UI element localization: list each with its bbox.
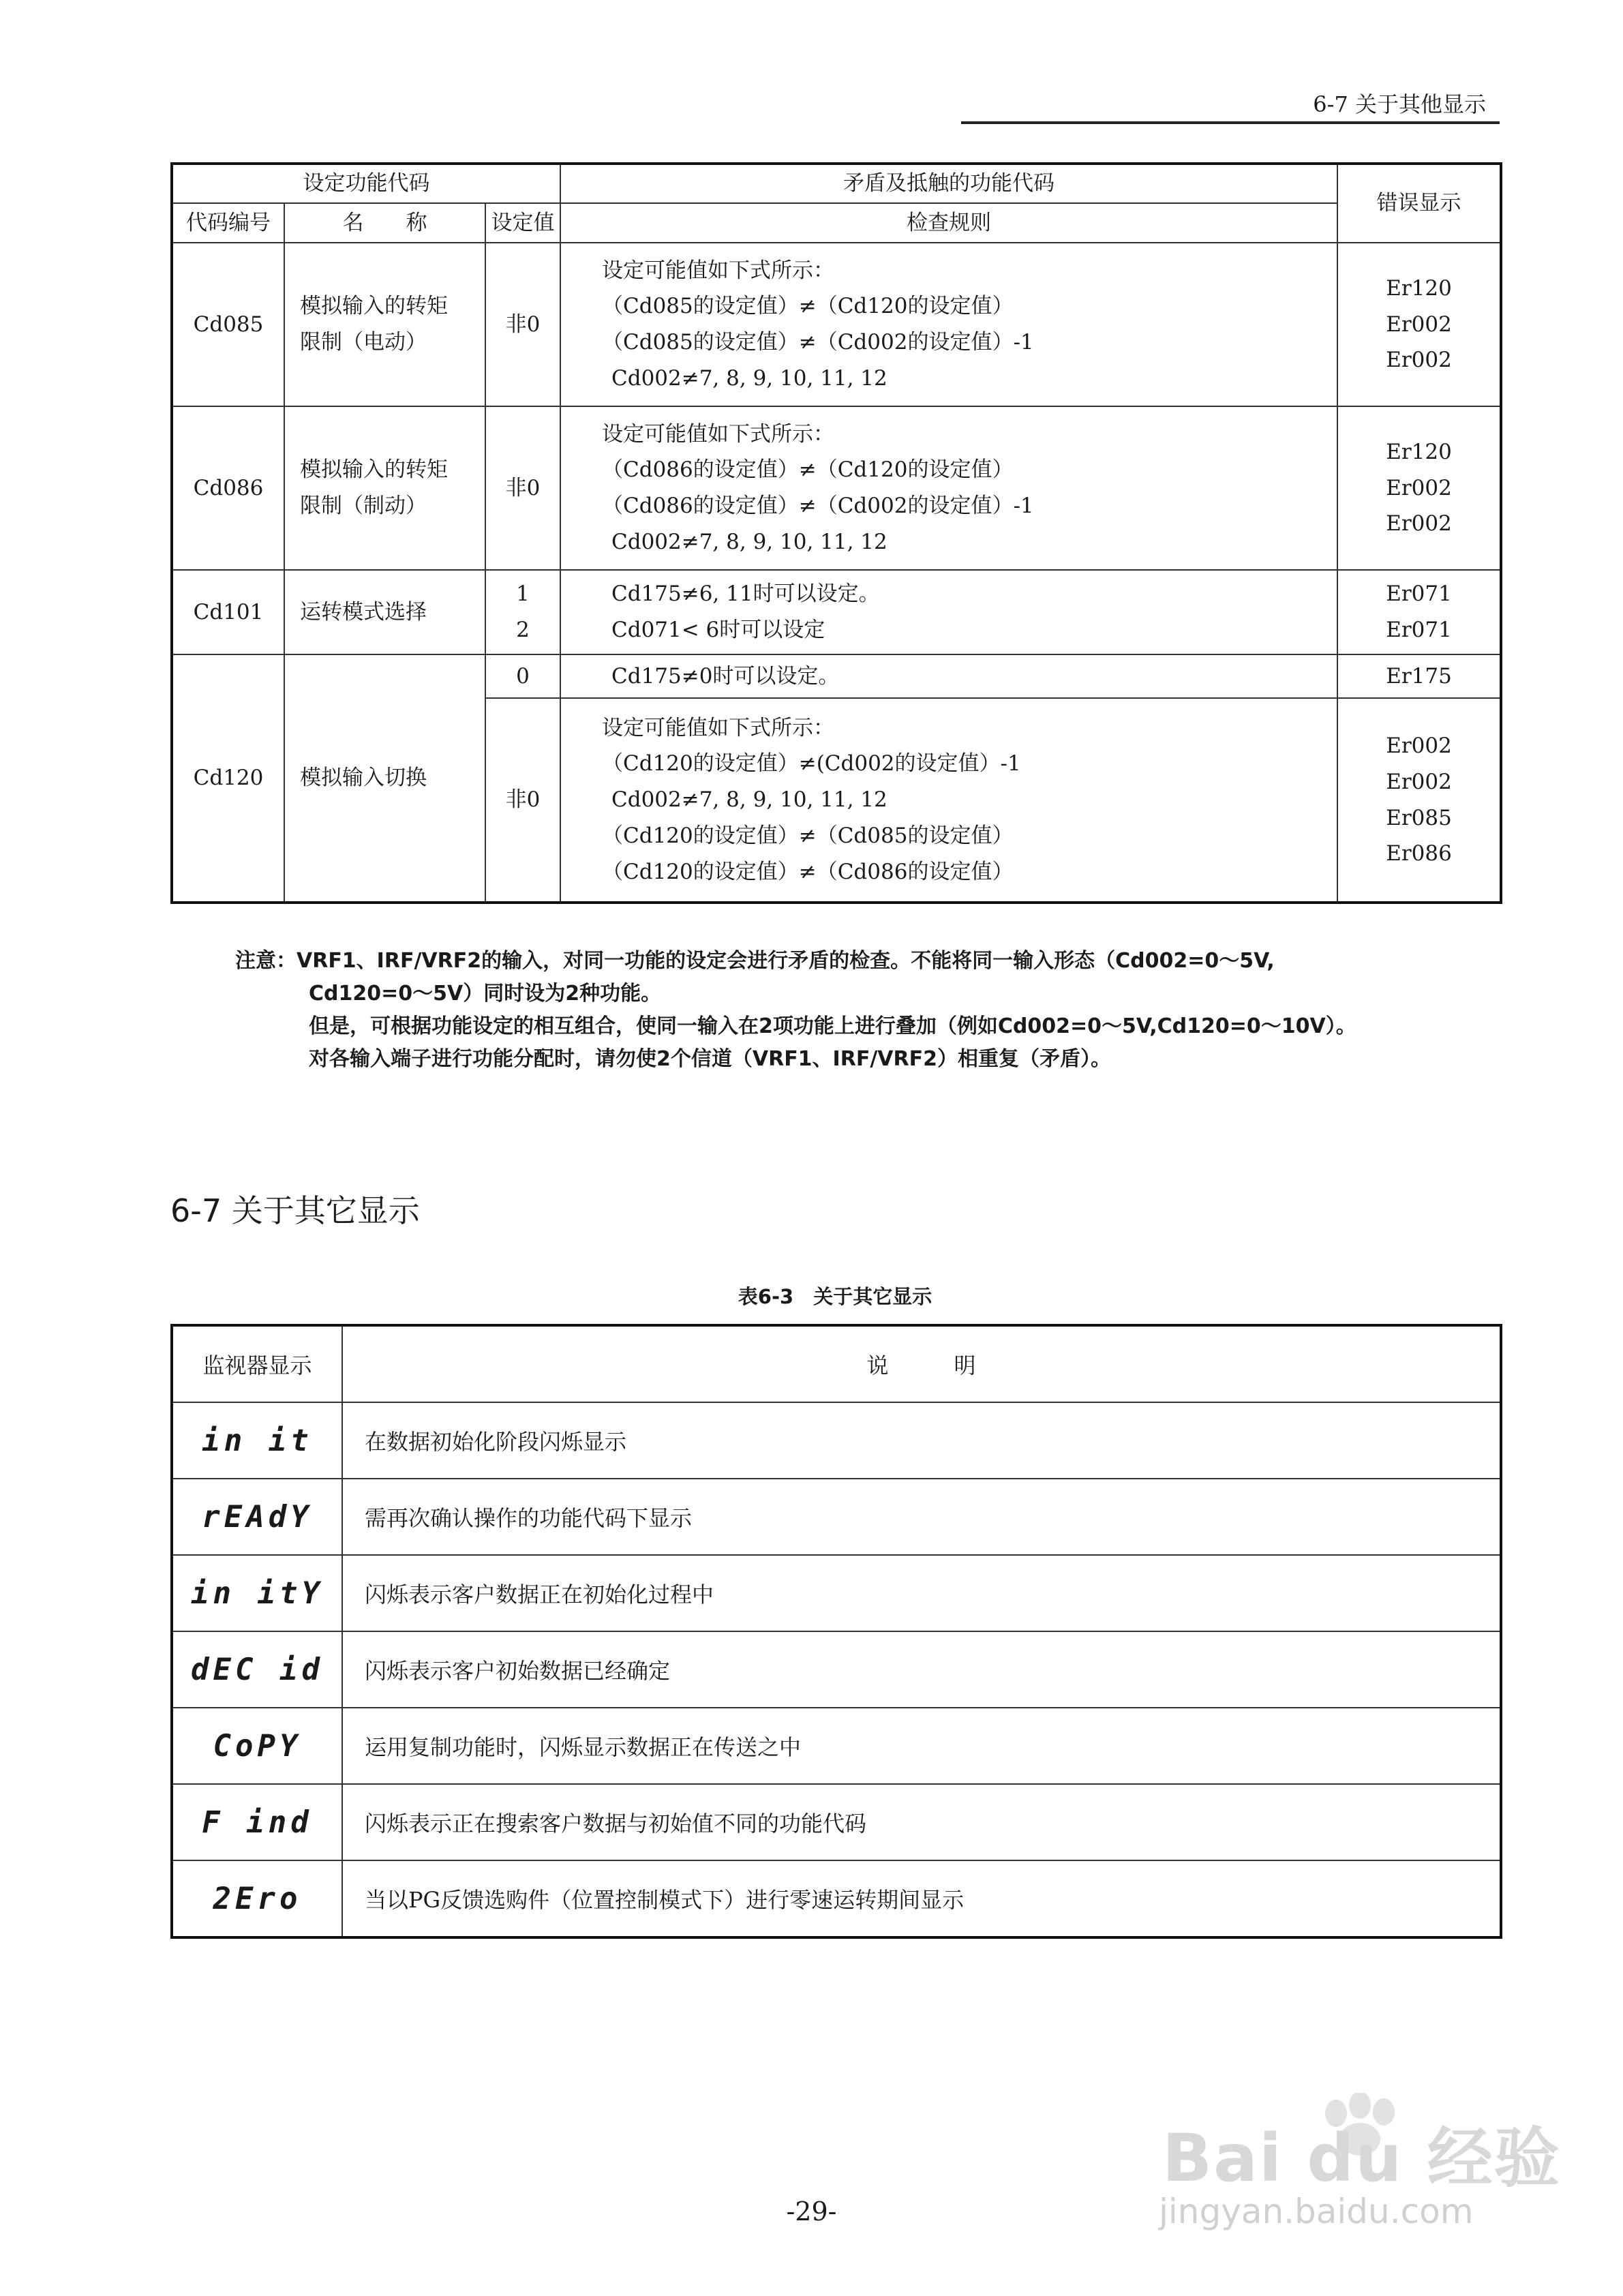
- rule-line: （Cd120的设定值）≠(Cd002的设定值）-1: [602, 751, 1021, 776]
- header-name: 名 称: [284, 203, 485, 243]
- note-text: VRF1、IRF/VRF2的输入，对同一功能的设定会进行矛盾的检查。不能将同一输入形态（Cd002=0～5V,: [297, 949, 1275, 973]
- name-cell: [284, 243, 485, 406]
- rule-line: 设定可能值如下式所示：: [602, 715, 834, 740]
- code-cell: Cd120: [172, 654, 284, 903]
- rule-cell: [560, 243, 1337, 406]
- header-check-rule: 检查规则: [560, 203, 1337, 243]
- value-cell: 0: [485, 654, 560, 698]
- description-cell: 闪烁表示客户数据正在初始化过程中: [342, 1555, 1501, 1631]
- rule-line: 设定可能值如下式所示：: [602, 258, 834, 283]
- error-cell: [1337, 406, 1501, 570]
- header-code-number: 代码编号: [172, 203, 284, 243]
- table-row: [172, 1784, 1501, 1860]
- table-row: [172, 1631, 1501, 1708]
- value-cell: 非0: [485, 406, 560, 570]
- error-code: Er002: [1386, 769, 1452, 794]
- table-row: [172, 1860, 1501, 1937]
- value-cell: [485, 570, 560, 654]
- error-code: Er120: [1386, 439, 1452, 464]
- code-cell: Cd101: [172, 570, 284, 654]
- rule-line: Cd002≠7, 8, 9, 10, 11, 12: [611, 365, 888, 391]
- rule-cell: [560, 698, 1337, 903]
- description-cell: 需再次确认操作的功能代码下显示: [342, 1479, 1501, 1555]
- error-cell: [1337, 243, 1501, 406]
- segment-display: in it: [172, 1402, 342, 1479]
- header-conflict-group: 矛盾及抵触的功能代码: [560, 164, 1337, 203]
- note-block: [235, 945, 1503, 1076]
- segment-display: 2Ero: [172, 1860, 342, 1937]
- note-line: Cd120=0～5V）同时设为2种功能。: [309, 982, 662, 1006]
- table-row-cd085: [172, 243, 1501, 406]
- segment-display: CoPY: [172, 1708, 342, 1784]
- rule-cell: [560, 406, 1337, 570]
- table-row-cd086: [172, 406, 1501, 570]
- table-row: [172, 1555, 1501, 1631]
- description-cell: 运用复制功能时，闪烁显示数据正在传送之中: [342, 1708, 1501, 1784]
- other-display-table: [170, 1324, 1502, 1939]
- header-description: 说 明: [342, 1325, 1501, 1402]
- error-cell: [1337, 570, 1501, 654]
- rule-cell: [560, 570, 1337, 654]
- rule-line: 设定可能值如下式所示：: [602, 421, 834, 447]
- header-monitor-display: 监视器显示: [172, 1325, 342, 1402]
- error-code: Er002: [1386, 511, 1452, 537]
- table-row-cd120-a: [172, 654, 1501, 698]
- error-code: Er002: [1386, 475, 1452, 500]
- note-line: 对各输入端子进行功能分配时，请勿使2个信道（VRF1、IRF/VRF2）相重复（矛盾）。: [309, 1047, 1111, 1071]
- value-line: 1: [516, 581, 530, 607]
- header-error-display: 错误显示: [1337, 164, 1501, 243]
- value-line: 2: [516, 618, 530, 642]
- segment-display: F ind: [172, 1784, 342, 1860]
- watermark-brand: Bai du 经验: [1162, 2120, 1561, 2196]
- note-line: 但是，可根据功能设定的相互组合，使同一输入在2项功能上进行叠加（例如Cd002=0～5V,Cd120=0～10V）。: [309, 1014, 1356, 1038]
- segment-display: dEC id: [172, 1631, 342, 1708]
- name-cell: [284, 406, 485, 570]
- description-cell: 在数据初始化阶段闪烁显示: [342, 1402, 1501, 1479]
- error-code: Er085: [1386, 805, 1452, 830]
- header-set-value: 设定值: [485, 203, 560, 243]
- description-cell: 闪烁表示正在搜索客户数据与初始值不同的功能代码: [342, 1784, 1501, 1860]
- watermark-url: jingyan.baidu.com: [1159, 2192, 1474, 2231]
- rule-cell: Cd175≠0时可以设定。: [560, 654, 1337, 698]
- description-cell: 闪烁表示客户初始数据已经确定: [342, 1631, 1501, 1708]
- header-rule: [961, 121, 1500, 124]
- name-cell: 模拟输入切换: [284, 654, 485, 903]
- rule-line: （Cd085的设定值）≠（Cd120的设定值）: [602, 294, 1014, 319]
- name-line: 模拟输入的转矩: [300, 457, 448, 483]
- rule-line: （Cd086的设定值）≠（Cd002的设定值）-1: [602, 494, 1034, 518]
- rule-line: Cd002≠7, 8, 9, 10, 11, 12: [611, 787, 888, 813]
- rule-line: （Cd085的设定值）≠（Cd002的设定值）-1: [602, 330, 1034, 354]
- error-code: Er086: [1386, 841, 1452, 866]
- error-code: Er002: [1386, 312, 1452, 337]
- table-row: [172, 1708, 1501, 1784]
- table-row: [172, 1479, 1501, 1555]
- rule-line: Cd175≠6, 11时可以设定。: [611, 581, 880, 607]
- error-code: Er002: [1386, 734, 1452, 759]
- value-cell: 非0: [485, 243, 560, 406]
- error-cell: [1337, 698, 1501, 903]
- note-line: [235, 945, 1503, 978]
- segment-display: rEAdY: [172, 1479, 342, 1555]
- section-title: 6-7 关于其它显示: [170, 1192, 420, 1229]
- rule-line: Cd002≠7, 8, 9, 10, 11, 12: [611, 529, 888, 554]
- segment-display: in itY: [172, 1555, 342, 1631]
- code-cell: Cd086: [172, 406, 284, 570]
- rule-line: （Cd120的设定值）≠（Cd085的设定值）: [602, 823, 1014, 848]
- error-code: Er120: [1386, 275, 1452, 301]
- function-conflict-table: [170, 162, 1502, 904]
- page-number: -29-: [786, 2196, 837, 2226]
- error-code: Er071: [1386, 581, 1452, 607]
- rule-line: （Cd086的设定值）≠（Cd120的设定值）: [602, 457, 1014, 483]
- name-line: 模拟输入的转矩: [300, 294, 448, 319]
- note-label: 注意：: [235, 949, 297, 973]
- rule-line: （Cd120的设定值）≠（Cd086的设定值）: [602, 859, 1014, 884]
- code-cell: Cd085: [172, 243, 284, 406]
- error-cell: Er175: [1337, 654, 1501, 698]
- table-row-cd101: [172, 570, 1501, 654]
- description-cell: 当以PG反馈选购件（位置控制模式下）进行零速运转期间显示: [342, 1860, 1501, 1937]
- table-row: [172, 1402, 1501, 1479]
- error-code: Er071: [1386, 618, 1452, 642]
- header-setting-code-group: 设定功能代码: [172, 164, 560, 203]
- error-code: Er002: [1386, 348, 1452, 373]
- name-cell: 运转模式选择: [284, 570, 485, 654]
- value-cell: 非0: [485, 698, 560, 903]
- name-line: 限制（电动）: [300, 330, 427, 354]
- rule-line: Cd071< 6时可以设定: [611, 618, 825, 642]
- table-caption: 表6-3 关于其它显示: [738, 1285, 932, 1308]
- running-header-title: 6-7 关于其他显示: [1313, 91, 1486, 117]
- name-line: 限制（制动）: [300, 494, 427, 518]
